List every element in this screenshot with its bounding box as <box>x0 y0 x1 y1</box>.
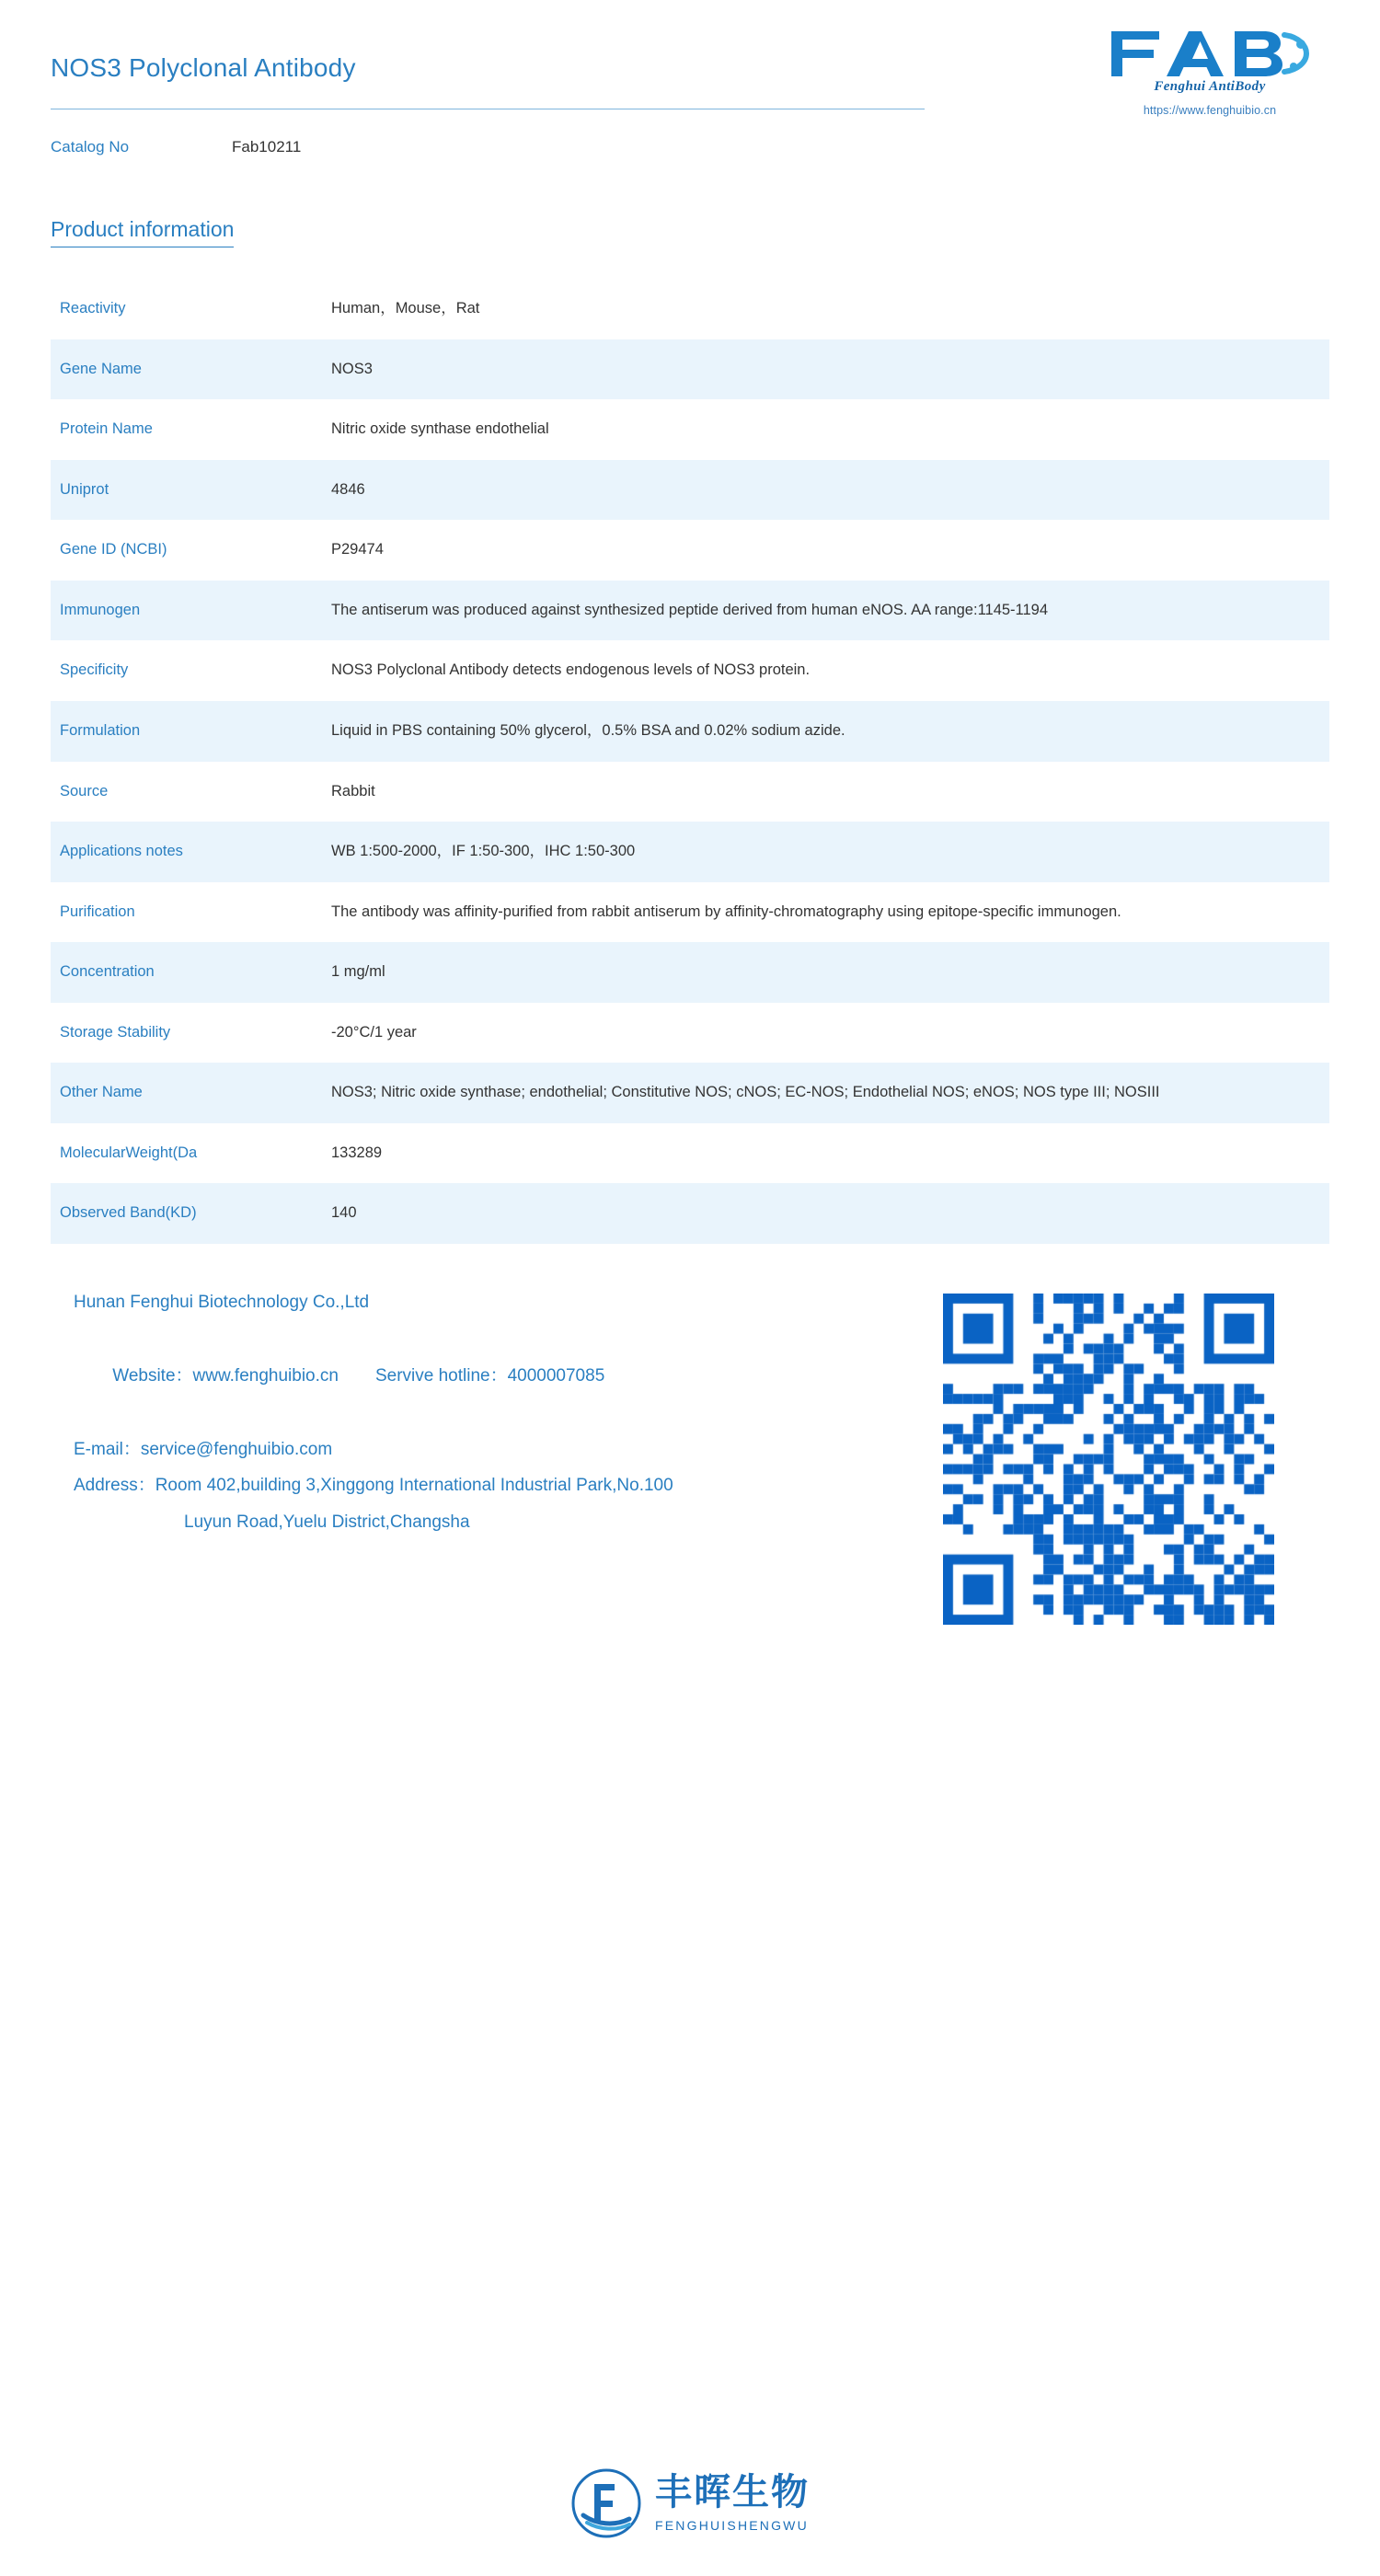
table-cell-key: Specificity <box>60 661 129 679</box>
brand-logo <box>1090 26 1329 117</box>
footer-brand-name-en: FENGHUISHENGWU <box>655 2518 809 2533</box>
brand-website-url[interactable]: https://www.fenghuibio.cn <box>1143 104 1277 117</box>
table-cell-key: Observed Band(KD) <box>60 1204 197 1222</box>
footer-brand-logo <box>0 2467 1380 2539</box>
fenghui-mark-icon <box>570 2467 642 2539</box>
table-cell-key: Reactivity <box>60 300 126 316</box>
table-cell-value: WB 1:500-2000，IF 1:50-300，IHC 1:50-300 <box>331 843 636 860</box>
table-row <box>51 520 1329 581</box>
hotline-label: Servive hotline：4000007085 <box>374 1365 605 1386</box>
table-cell-key: Immunogen <box>60 601 141 618</box>
table-cell-value: NOS3; Nitric oxide synthase; endothelial; Constitutive NOS; cNOS; EC-NOS; Endothelial NOS; eNOS; NOS type III; NOSIII <box>331 1084 1160 1101</box>
table-row <box>51 279 1329 339</box>
catalog-row <box>51 138 1329 190</box>
table-cell-key: Formulation <box>60 721 141 739</box>
fab-logo-icon <box>1090 26 1329 77</box>
table-row <box>51 1063 1329 1123</box>
qr-code-icon[interactable] <box>943 1294 1274 1625</box>
catalog-value: Fab10211 <box>232 138 302 155</box>
table-cell-key: Storage Stability <box>60 1023 171 1041</box>
website-hotline-line <box>74 1321 994 1432</box>
table-cell-value: 4846 <box>331 480 365 498</box>
table-cell-value: 140 <box>331 1204 357 1222</box>
table-row <box>51 640 1329 701</box>
table-cell-value: Human，Mouse，Rat <box>331 300 480 316</box>
table-cell-value: NOS3 Polyclonal Antibody detects endogenous levels of NOS3 protein. <box>331 661 811 679</box>
table-cell-value: The antibody was affinity-purified from rabbit antiserum by affinity-chromatography using epitope-specific immunogen. <box>331 903 1121 920</box>
table-cell-key: Applications notes <box>60 843 183 860</box>
table-row <box>51 460 1329 521</box>
document-header <box>51 0 1329 138</box>
table-row <box>51 1123 1329 1184</box>
table-row <box>51 581 1329 641</box>
brand-logo-subtitle: Fenghui AntiBody <box>1154 79 1266 94</box>
table-cell-key: Gene ID (NCBI) <box>60 541 167 558</box>
table-cell-value: The antiserum was produced against synthesized peptide derived from human eNOS. AA range:1145-1194 <box>331 601 1049 618</box>
address-line-2: Luyun Road,Yuelu District,Changsha <box>184 1512 470 1533</box>
table-row <box>51 399 1329 460</box>
address-line-1: Address：Room 402,building 3,Xinggong International Industrial Park,No.100 <box>74 1476 673 1496</box>
footer-contact-block <box>51 1275 1329 1606</box>
table-cell-key: MolecularWeight(Da <box>60 1144 198 1161</box>
table-cell-key: Protein Name <box>60 420 153 438</box>
table-cell-value: -20°C/1 year <box>331 1023 417 1041</box>
table-row <box>51 882 1329 943</box>
table-cell-key: Gene Name <box>60 360 142 377</box>
table-cell-value: 133289 <box>331 1144 383 1161</box>
table-row <box>51 1183 1329 1244</box>
table-cell-key: Concentration <box>60 963 155 981</box>
contact-details <box>74 1284 994 1541</box>
footer-brand-name-cn: 丰晖生物 <box>655 2471 810 2513</box>
table-row <box>51 942 1329 1003</box>
table-cell-key: Uniprot <box>60 480 109 498</box>
table-cell-value: 1 mg/ml <box>331 963 385 981</box>
email-label[interactable]: E-mail：service@fenghuibio.com <box>74 1439 333 1459</box>
table-cell-value: NOS3 <box>331 360 373 377</box>
company-name: Hunan Fenghui Biotechnology Co.,Ltd <box>74 1293 370 1312</box>
table-cell-key: Other Name <box>60 1084 143 1101</box>
section-heading: Product information <box>51 217 234 247</box>
product-information-table <box>51 279 1329 1244</box>
table-cell-key: Purification <box>60 903 135 920</box>
table-cell-value: Liquid in PBS containing 50% glycerol，0.5% BSA and 0.02% sodium azide. <box>331 721 845 739</box>
table-cell-value: Rabbit <box>331 782 375 799</box>
table-row <box>51 762 1329 822</box>
table-row <box>51 339 1329 400</box>
table-cell-value: Nitric oxide synthase endothelial <box>331 420 549 438</box>
table-row <box>51 701 1329 762</box>
website-label[interactable]: Website：www.fenghuibio.cn <box>112 1365 339 1386</box>
page-title: NOS3 Polyclonal Antibody <box>51 53 356 82</box>
table-cell-value: P29474 <box>331 541 384 558</box>
table-row <box>51 822 1329 882</box>
table-row <box>51 1003 1329 1064</box>
table-cell-key: Source <box>60 782 109 799</box>
catalog-label: Catalog No <box>51 138 130 155</box>
